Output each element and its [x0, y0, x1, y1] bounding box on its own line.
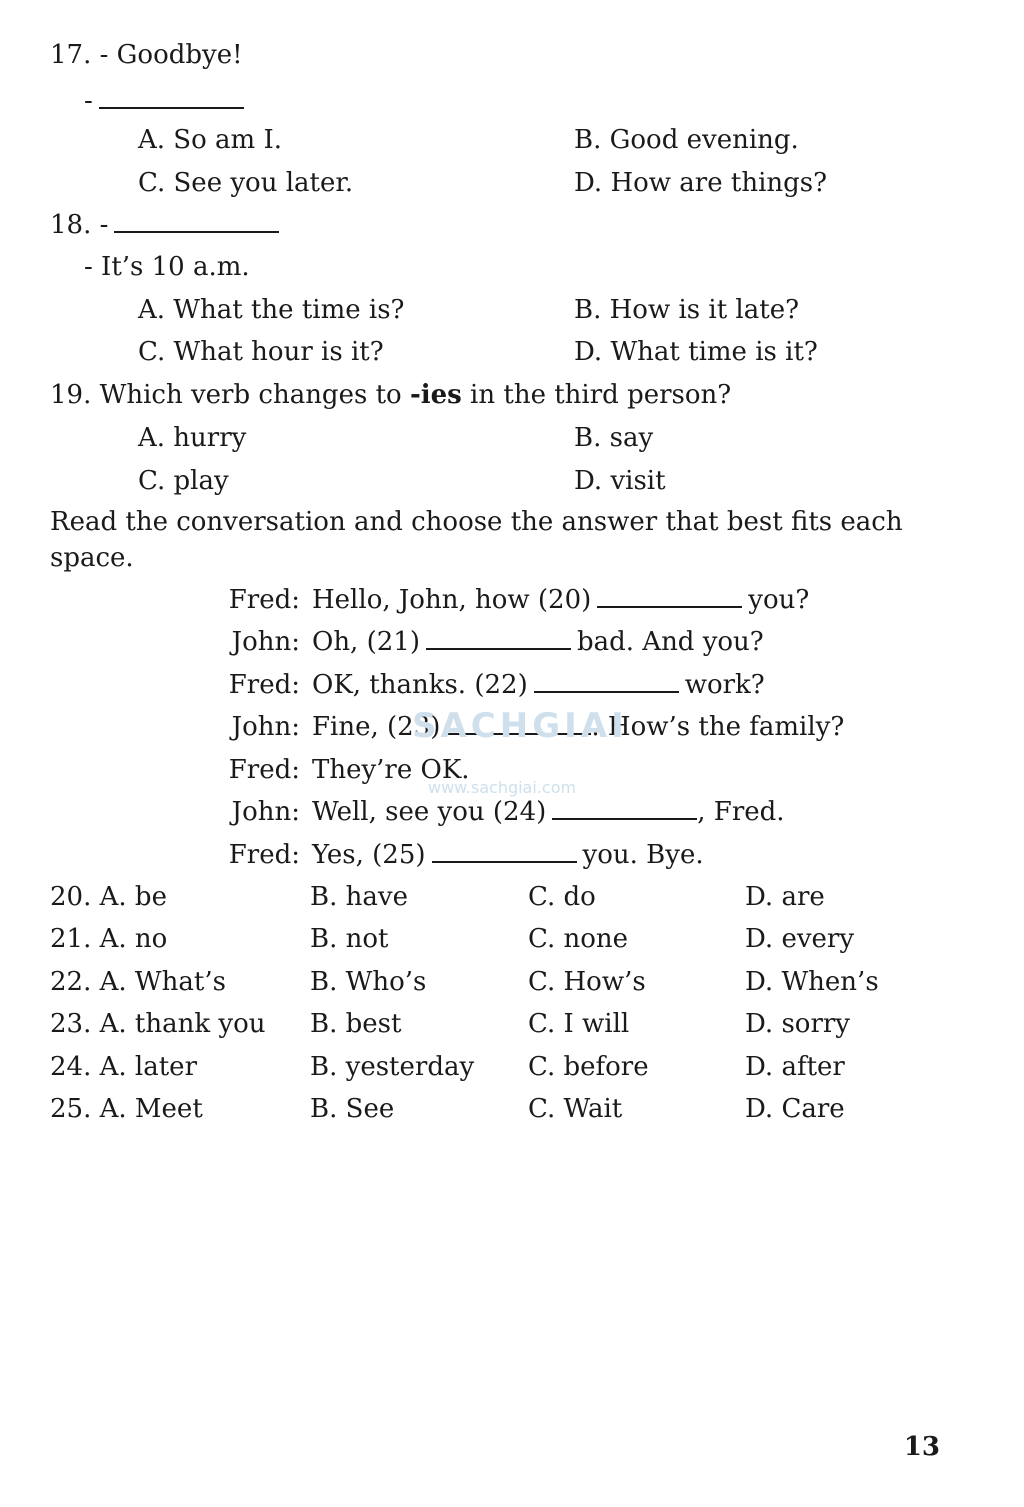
q18-prompt: 18. -: [50, 210, 109, 240]
line-text-after: you?: [748, 585, 810, 615]
conversation-line: [212, 838, 704, 872]
q18-option-a: A. What the time is?: [138, 295, 405, 325]
q17-option-c: C. See you later.: [138, 168, 354, 198]
q17-option-a: A. So am I.: [138, 125, 282, 155]
line-text-after: you. Bye.: [582, 840, 704, 870]
answer-option-c: C. Wait: [528, 1094, 623, 1124]
gap-22-blank: [534, 669, 679, 693]
answer-option-c: C. none: [528, 924, 629, 954]
q19-option-d: D. visit: [574, 466, 666, 496]
speaker-name: Fred:: [228, 585, 300, 615]
line-text-before: OK, thanks. (22): [312, 670, 528, 700]
answer-option-d: D. are: [745, 882, 825, 912]
speaker-name: Fred:: [228, 670, 300, 700]
answer-option-d: D. every: [745, 924, 855, 954]
answer-option-a: 24. A. later: [50, 1052, 197, 1082]
q18-prompt-line: [50, 208, 285, 242]
gap-24-blank: [552, 796, 697, 820]
gap-20-blank: [597, 584, 742, 608]
q17-option-d: D. How are things?: [574, 168, 828, 198]
q19-option-a: A. hurry: [138, 423, 247, 453]
q17-option-b: B. Good evening.: [574, 125, 799, 155]
answer-option-c: C. do: [528, 882, 596, 912]
answer-option-a: 25. A. Meet: [50, 1094, 203, 1124]
line-text-after: work?: [684, 670, 765, 700]
q17-reply-dash: -: [84, 86, 93, 116]
instructions-line-1: Read the conversation and choose the answer that best fits each: [50, 507, 903, 537]
answer-option-a: 20. A. be: [50, 882, 167, 912]
conversation-line: [212, 795, 785, 829]
q18-option-c: C. What hour is it?: [138, 337, 384, 367]
gap-21-blank: [426, 626, 571, 650]
gap-25-blank: [432, 839, 577, 863]
line-text-before: Well, see you (24): [312, 797, 547, 827]
line-text-after: bad. And you?: [576, 627, 764, 657]
answer-option-b: B. Who’s: [310, 967, 427, 997]
q19-prompt-pre: 19. Which verb changes to: [50, 380, 410, 410]
q19-prompt-post: in the third person?: [461, 380, 732, 410]
speaker-name: John:: [231, 712, 300, 742]
answer-option-b: B. not: [310, 924, 389, 954]
answer-option-a: 23. A. thank you: [50, 1009, 266, 1039]
answer-option-c: C. before: [528, 1052, 649, 1082]
line-text-before: Hello, John, how (20): [312, 585, 592, 615]
speaker-name: Fred:: [228, 755, 300, 785]
answer-option-d: D. Care: [745, 1094, 845, 1124]
conversation-line: [212, 583, 809, 617]
q18-option-b: B. How is it late?: [574, 295, 800, 325]
speaker-name: John:: [231, 797, 300, 827]
answer-option-d: D. When’s: [745, 967, 879, 997]
line-text-after: . How’s the family?: [591, 712, 845, 742]
q17-reply-line: [84, 84, 250, 118]
watermark-url: www.sachgiai.com: [428, 778, 577, 797]
answer-option-b: B. have: [310, 882, 408, 912]
conversation-line: [212, 625, 764, 659]
line-text-before: Fine, (23): [312, 712, 441, 742]
answer-option-d: D. after: [745, 1052, 845, 1082]
answer-option-d: D. sorry: [745, 1009, 850, 1039]
answer-option-b: B. See: [310, 1094, 395, 1124]
instructions-line-2: space.: [50, 543, 134, 573]
answer-option-c: C. I will: [528, 1009, 630, 1039]
speaker-name: Fred:: [228, 840, 300, 870]
line-text-before: Oh, (21): [312, 627, 420, 657]
answer-option-a: 21. A. no: [50, 924, 168, 954]
q19-prompt-suffix: -ies: [409, 380, 462, 410]
answer-option-a: 22. A. What’s: [50, 967, 226, 997]
q17-answer-blank: [99, 85, 244, 109]
q18-answer-blank: [114, 209, 279, 233]
line-text-before: Yes, (25): [312, 840, 426, 870]
q19-option-b: B. say: [574, 423, 654, 453]
q17-prompt: 17. - Goodbye!: [50, 40, 243, 70]
speaker-name: John:: [231, 627, 300, 657]
q18-option-d: D. What time is it?: [574, 337, 818, 367]
q19-option-c: C. play: [138, 466, 229, 496]
line-text: They’re OK.: [312, 755, 470, 785]
answer-option-c: C. How’s: [528, 967, 646, 997]
watermark-brand: SACHGIAI: [412, 706, 628, 746]
answer-option-b: B. best: [310, 1009, 402, 1039]
conversation-line: [212, 668, 765, 702]
q18-reply: - It’s 10 a.m.: [84, 252, 250, 282]
answer-option-b: B. yesterday: [310, 1052, 475, 1082]
q19-prompt: [50, 378, 731, 412]
page-number: 13: [903, 1432, 940, 1462]
line-text-after: , Fred.: [697, 797, 785, 827]
